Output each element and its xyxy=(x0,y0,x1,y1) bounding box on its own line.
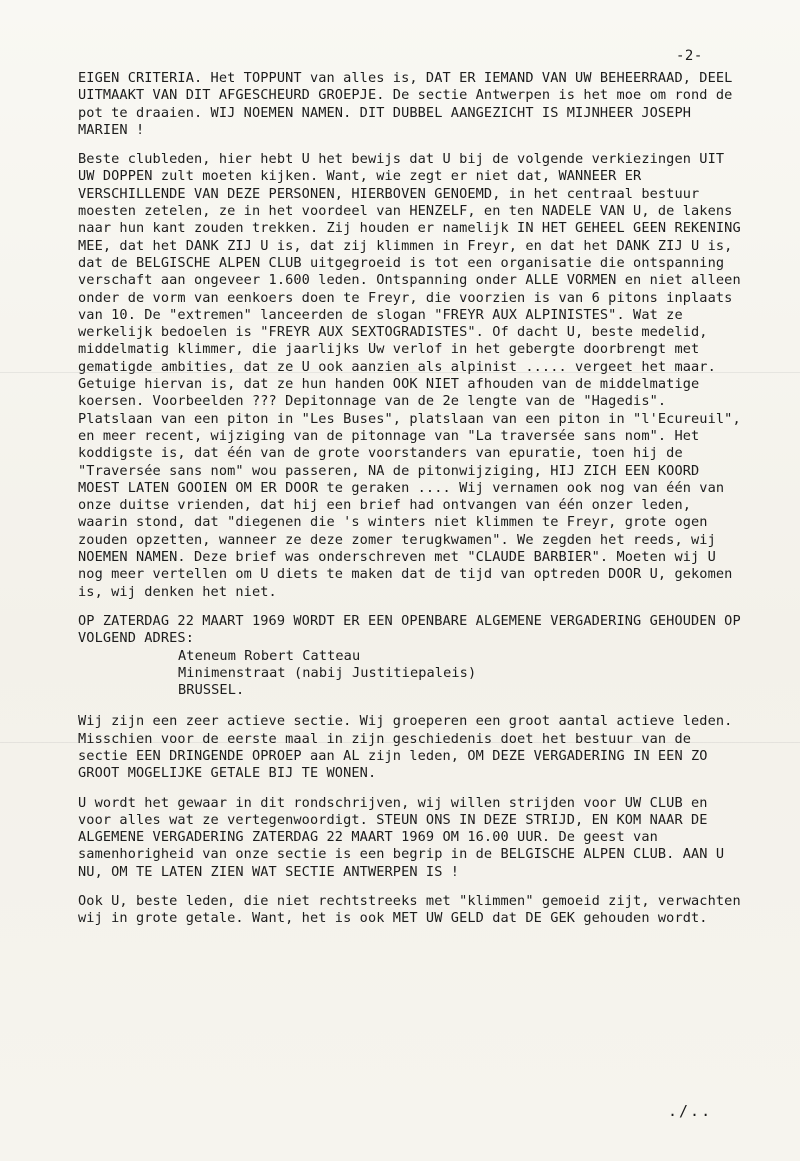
paragraph-closing: Ook U, beste leden, die niet rechtstreeks met "klimmen" gemoeid zijt, verwachten wij in grote getale. Want, het is ook MET UW GELD dat DE GEK gehouden wordt. xyxy=(78,893,741,927)
paragraph-call-to-action: U wordt het gewaar in dit rondschrijven, wij willen strijden voor UW CLUB en voor alles wat ze vertegenwoordigt. STEUN ONS IN DEZE STRIJD, EN KOM NAAR DE ALGEMENE VERGADERING ZATERDAG 22 MAART 1969 OM 16.00 UUR. De geest van samenhorigheid van onze sectie is een begrip in de BELGISCHE ALPEN CLUB. AAN U NU, OM TE LATEN ZIEN WAT SECTIE ANTWERPEN IS ! xyxy=(78,794,725,880)
letter-body xyxy=(78,70,746,940)
address-line-street: Minimenstraat (nabij Justitiepaleis) xyxy=(178,664,477,681)
paragraph-main: Beste clubleden, hier hebt U het bewijs dat U bij de volgende verkiezingen UIT UW DOPPEN zult moeten kijken. Want, wie zegt er niet dat, WANNEER ER VERSCHILLENDE VAN DEZE PERSONEN, HIERBOVEN GENOEMD, in het centraal bestuur moesten zetelen, ze in het voordeel van HENZELF, en ten NADELE VAN U, de lakens naar hun kant zouden trekken. Zij houden er namelijk IN HET GEHEEL GEEN REKENING MEE, dat het DANK ZIJ U is, dat zij klimmen in Freyr, en dat het DANK ZIJ U is, dat de BELGISCHE ALPEN CLUB uitgegroeid is tot een organisatie die ontspanning verschaft aan ongeveer 1.600 leden. Ontspanning onder ALLE VORMEN en niet alleen onder de vorm van eenkoers doen te Freyr, die voorzien is van 6 pitons inplaats van 10. De "extremen" lanceerden de slogan "FREYR AUX ALPINISTES". Wat ze werkelijk bedoelen is "FREYR AUX SEXTOGRADISTES". Of dacht U, beste medelid, middelmatig klimmer, die jaarlijks Uw verlof in het gebergte doorbrengt met gematigde ambities, dat ze U ook aanzien als alpinist ..... vergeet het maar. Getuige hiervan is, dat ze hun handen OOK NIET afhouden van de middelmatige koersen. Voorbeelden ??? Depitonnage van de 2e lengte van de "Hagedis". Platslaan van een piton in "Les Buses", platslaan van een piton in "l'Ecureuil", en meer recent, wijziging van de pitonnage van "La traversée sans nom". Het koddigste is, dat één van de grote voorstanders van epuratie, toen hij de "Traversée sans nom" wou passeren, NA de pitonwijziging, HIJ ZICH EEN KOORD MOEST LATEN GOOIEN OM ER DOOR te geraken .... Wij vernamen ook nog van één van onze duitse vrienden, dat hij een brief had ontvangen van één onzer leden, waarin stond, dat "diegenen die 's winters niet klimmen te Freyr, grote ogen zouden opzetten, wanneer ze deze zomer terugkwamen". We zegden het reeds, wij NOEMEN NAMEN. Deze brief was onderschreven met "CLAUDE BARBIER". Moeten wij U nog meer vertellen om U diets te maken dat de tijd van optreden DOOR U, gekomen is, wij denken het niet. xyxy=(78,151,741,600)
paragraph-intro: EIGEN CRITERIA. Het TOPPUNT van alles is, DAT ER IEMAND VAN UW BEHEERRAAD, DEEL UITMAAKT VAN DIT AFGESCHEURD GROEPJE. De sectie Antwerpen is het moe om rond de pot te draaien. WIJ NOEMEN NAMEN. DIT DUBBEL AANGEZICHT IS MIJNHEER JOSEPH MARIEN ! xyxy=(78,70,733,138)
page-number: -2- xyxy=(676,48,703,64)
paragraph-active-section: Wij zijn een zeer actieve sectie. Wij groeperen een groot aantal actieve leden. Misschien voor de eerste maal in zijn geschiedenis doet het bestuur van de sectie EEN DRINGENDE OPROEP aan AL zijn leden, OM DEZE VERGADERING IN EEN ZO GROOT MOGELIJKE GETALE BIJ TE WONEN. xyxy=(78,713,733,782)
address-line-venue: Ateneum Robert Catteau xyxy=(178,647,361,664)
continuation-mark: ./.. xyxy=(668,1102,713,1120)
paragraph-meeting-announcement: OP ZATERDAG 22 MAART 1969 WORDT ER EEN OPENBARE ALGEMENE VERGADERING GEHOUDEN OP VOLGEND ADRES: xyxy=(78,612,741,647)
meeting-address xyxy=(178,648,746,700)
address-line-city: BRUSSEL. xyxy=(178,682,245,699)
